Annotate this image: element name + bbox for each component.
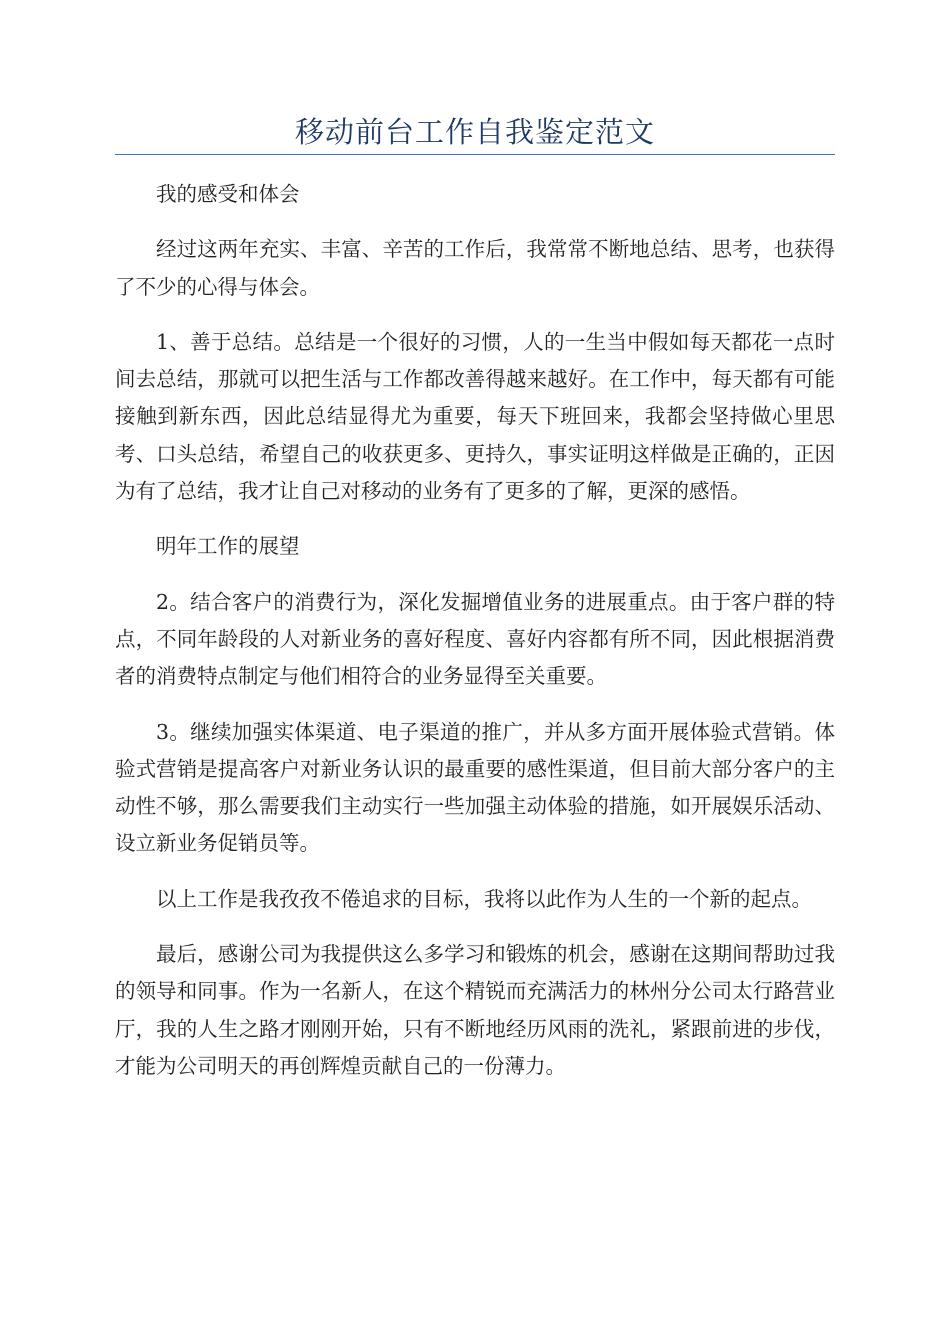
title-underline: [115, 154, 835, 155]
section-heading-feelings: 我的感受和体会: [156, 182, 300, 206]
paragraph-point-2: 2。结合客户的消费行为，深化发掘增值业务的进展重点。由于客户群的特点，不同年龄段的人对新业务的喜好程度、喜好内容都有所不同，因此根据消费者的消费特点制定与他们相符合的业务显得至关重要。: [115, 589, 835, 689]
document-title: 移动前台工作自我鉴定范文: [294, 115, 655, 149]
paragraph-point-1: 1、善于总结。总结是一个很好的习惯，人的一生当中假如每天都花一点时间去总结，那就可以把生活与工作都改善得越来越好。在工作中，每天都有可能接触到新东西，因此总结显得尤为重要，每天下班回来，我都会坚持做心里思考、口头总结，希望自己的收获更多、更持久，事实证明这样做是正确的，正因为有了总结，我才让自己对移动的业务有了更多的了解，更深的感悟。: [115, 329, 835, 504]
paragraph-goal: 以上工作是我孜孜不倦追求的目标，我将以此作为人生的一个新的起点。: [156, 886, 812, 911]
paragraph-intro: 经过这两年充实、丰富、辛苦的工作后，我常常不断地总结、思考，也获得了不少的心得与体会。: [115, 237, 835, 299]
paragraph-point-3: 3。继续加强实体渠道、电子渠道的推广，并从多方面开展体验式营销。体验式营销是提高客户对新业务认识的最重要的感性渠道，但目前大部分客户的主动性不够，那么需要我们主动实行一些加强主动体验的措施，如开展娱乐活动、设立新业务促销员等。: [115, 719, 835, 856]
section-heading-outlook: 明年工作的展望: [156, 534, 300, 559]
paragraph-closing: 最后，感谢公司为我提供这么多学习和锻炼的机会，感谢在这期间帮助过我的领导和同事。作为一名新人，在这个精锐而充满活力的林州分公司太行路营业厅，我的人生之路才刚刚开始，只有不断地经历风雨的洗礼，紧跟前进的步伐，才能为公司明天的再创辉煌贡献自己的一份薄力。: [115, 942, 835, 1078]
document-body: [115, 176, 835, 1103]
